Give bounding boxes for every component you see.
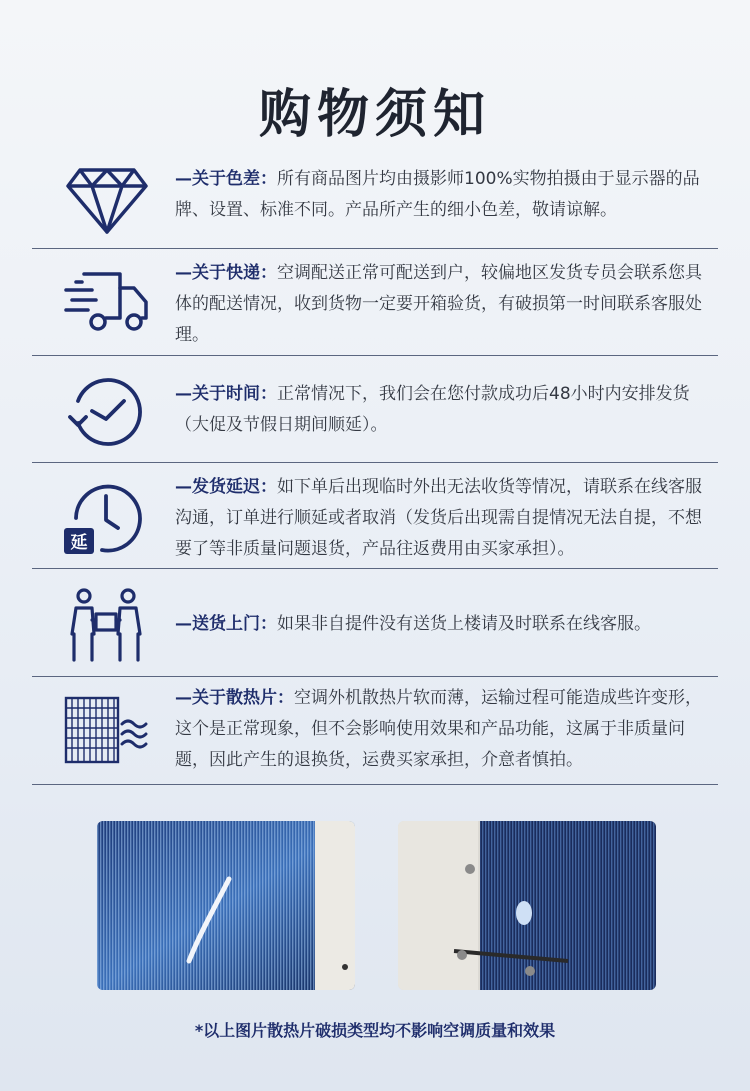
diamond-icon	[62, 160, 152, 240]
section-door-delivery	[32, 570, 718, 677]
section-body: 空调外机散热片软而薄，运输过程可能造成些许变形，这个是正常现象，但不会影响使用效果和产品功能，这属于非质量问题，因此产生的退换货，运费买家承担，介意者慎拍。	[175, 688, 702, 770]
door-delivery-icon	[62, 584, 152, 664]
section-text	[175, 472, 715, 565]
footer-note: *以上图片散热片破损类型均不影响空调质量和效果	[194, 1021, 556, 1040]
delay-clock-icon	[62, 478, 152, 558]
delivery-truck-icon	[62, 262, 152, 342]
section-label: —关于色差：	[175, 169, 277, 189]
section-express	[32, 250, 718, 356]
clock-icon	[62, 371, 152, 451]
section-time	[32, 357, 718, 463]
page-title: 购物须知	[258, 85, 491, 145]
section-text	[175, 258, 715, 351]
section-delay	[32, 464, 718, 569]
fin-damage-photo-2	[398, 821, 656, 990]
section-body: 正常情况下，我们会在您付款成功后48小时内安排发货（大促及节假日期间顺延）。	[175, 384, 690, 435]
section-text	[175, 164, 715, 226]
heat-sink-icon	[62, 690, 152, 770]
section-label: —发货延迟：	[175, 477, 277, 497]
section-text	[175, 379, 715, 441]
section-label: —关于时间：	[175, 384, 277, 404]
section-body: 所有商品图片均由摄影师100%实物拍摄由于显示器的品牌、设置、标准不同。产品所产生的细小色差，敬请谅解。	[175, 169, 700, 220]
section-color-difference	[32, 146, 718, 249]
section-label: —关于散热片：	[175, 688, 294, 708]
section-body: 空调配送正常可配送到户，较偏地区发货专员会联系您具体的配送情况，收到货物一定要开箱验货，有破损第一时间联系客服处理。	[175, 263, 702, 345]
delay-badge-text: 延	[70, 533, 88, 553]
fin-damage-photo-1	[97, 821, 355, 990]
section-text	[175, 609, 715, 640]
section-body: 如果非自提件没有送货上楼请及时联系在线客服。	[277, 614, 651, 634]
section-label: —关于快递：	[175, 263, 277, 283]
section-heat-sink	[32, 678, 718, 785]
section-body: 如下单后出现临时外出无法收货等情况，请联系在线客服沟通，订单进行顺延或者取消（发货后出现需自提情况无法自提，不想要了等非质量问题退货，产品往返费用由买家承担）。	[175, 477, 702, 559]
section-label: —送货上门：	[175, 614, 277, 634]
section-text	[175, 683, 715, 776]
